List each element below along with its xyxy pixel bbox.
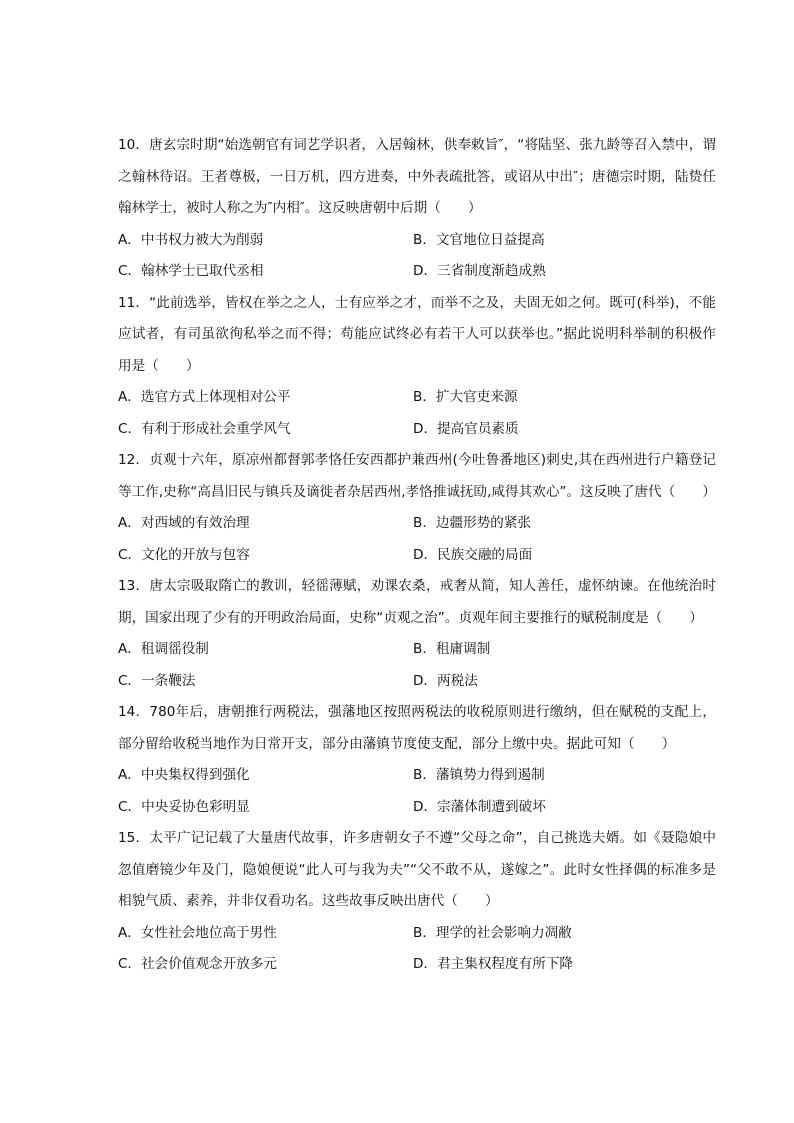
question-stem: 10．唐玄宗时期“始选朝官有词艺学识者，入居翰林，供奉敕旨″，“将陆坚、张九龄等召入禁中，谓之翰林待诏。王者尊极，一日万机，四方进奏，中外表疏批答，或诏从中出″；唐德宗时期，陆贽任翰林学士，被时人称之为″内相″。这反映唐朝中后期（ ） <box>118 137 716 216</box>
option-grid <box>118 508 716 571</box>
option-c: C．一条鞭法 <box>118 672 196 689</box>
option-a: A．中书权力被大为削弱 <box>118 231 264 248</box>
option-c: C．文化的开放与包容 <box>118 546 250 563</box>
option-d: D．提高官员素质 <box>413 420 519 437</box>
option-grid <box>118 382 716 445</box>
option-grid <box>118 225 716 288</box>
option-c: C．翰林学士已取代丞相 <box>118 263 264 279</box>
option-grid <box>118 760 716 823</box>
question-12 <box>118 445 716 571</box>
option-a: A．选官方式上体现相对公平 <box>118 389 291 405</box>
option-d: D．君主集权程度有所下降 <box>413 956 573 972</box>
option-a: A．女性社会地位高于男性 <box>118 924 277 941</box>
question-14 <box>118 697 716 823</box>
option-b: B．租庸调制 <box>413 641 491 657</box>
question-stem: 13．唐太宗吸取隋亡的教训，轻徭薄赋，劝课农桑，戒奢从简，知人善任，虚怀纳谏。在他统治时期，国家出现了少有的开明政治局面，史称“贞观之治”。贞观年间主要推行的赋税制度是（ ） <box>118 578 716 626</box>
option-d: D．民族交融的局面 <box>413 546 533 563</box>
question-stem: 11．“此前选举，皆权在举之之人，士有应举之才，而举不之及，夫固无如之何。既可(科举)，不能应试者，有司虽欲徇私举之而不得；苟能应试终必有若干人可以获举也。”据此说明科举制的积极作用是（ ） <box>118 294 716 374</box>
option-d: D．三省制度渐趋成熟 <box>413 263 546 279</box>
option-b: B．文官地位日益提高 <box>413 231 545 248</box>
option-a: A．租调徭役制 <box>118 641 209 657</box>
question-10 <box>118 130 716 288</box>
option-a: A．中央集权得到强化 <box>118 767 250 783</box>
option-c: C．社会价值观念开放多元 <box>118 956 278 972</box>
question-11 <box>118 288 716 446</box>
question-15 <box>118 823 716 981</box>
option-b: B．藩镇势力得到遏制 <box>413 767 545 783</box>
option-d: D．两税法 <box>413 672 478 689</box>
option-b: B．扩大官吏来源 <box>413 389 518 405</box>
question-stem: 14．780年后，唐朝推行两税法，强藩地区按照两税法的收税原则进行缴纳，但在赋税的支配上，部分留给收税当地作为日常开支，部分由藩镇节度使支配，部分上缴中央。据此可知（ ） <box>118 704 716 752</box>
option-b: B．理学的社会影响力凋敝 <box>413 924 572 941</box>
question-stem: 12．贞观十六年，原凉州都督郭孝恪任安西都护兼西州(今吐鲁番地区)刺史,其在西州进行户籍登记等工作,史称“高昌旧民与镇兵及谪徙者杂居西州,孝恪推诚抚劻,咸得其欢心”。这反映了唐代（ ） <box>118 452 716 500</box>
option-c: C．中央妥协色彩明显 <box>118 798 250 815</box>
question-stem: 15．太平广记记载了大量唐代故事，许多唐朝女子不遵“父母之命”，自己挑选夫婿。如《聂隐娘中忽值磨镜少年及门，隐娘便说“此人可与我为夫”“父不敢不从，遂嫁之”。此时女性择偶的标准多是相貌气质、素养，并非仅看功名。这些故事反映出唐代（ ） <box>118 830 716 909</box>
option-c: C．有利于形成社会重学风气 <box>118 420 291 437</box>
option-a: A．对西域的有效治理 <box>118 515 250 531</box>
option-grid <box>118 918 716 981</box>
option-d: D．宗藩体制遭到破坏 <box>413 798 546 815</box>
question-13 <box>118 571 716 697</box>
option-b: B．边疆形势的紧张 <box>413 515 532 531</box>
option-grid <box>118 634 716 697</box>
